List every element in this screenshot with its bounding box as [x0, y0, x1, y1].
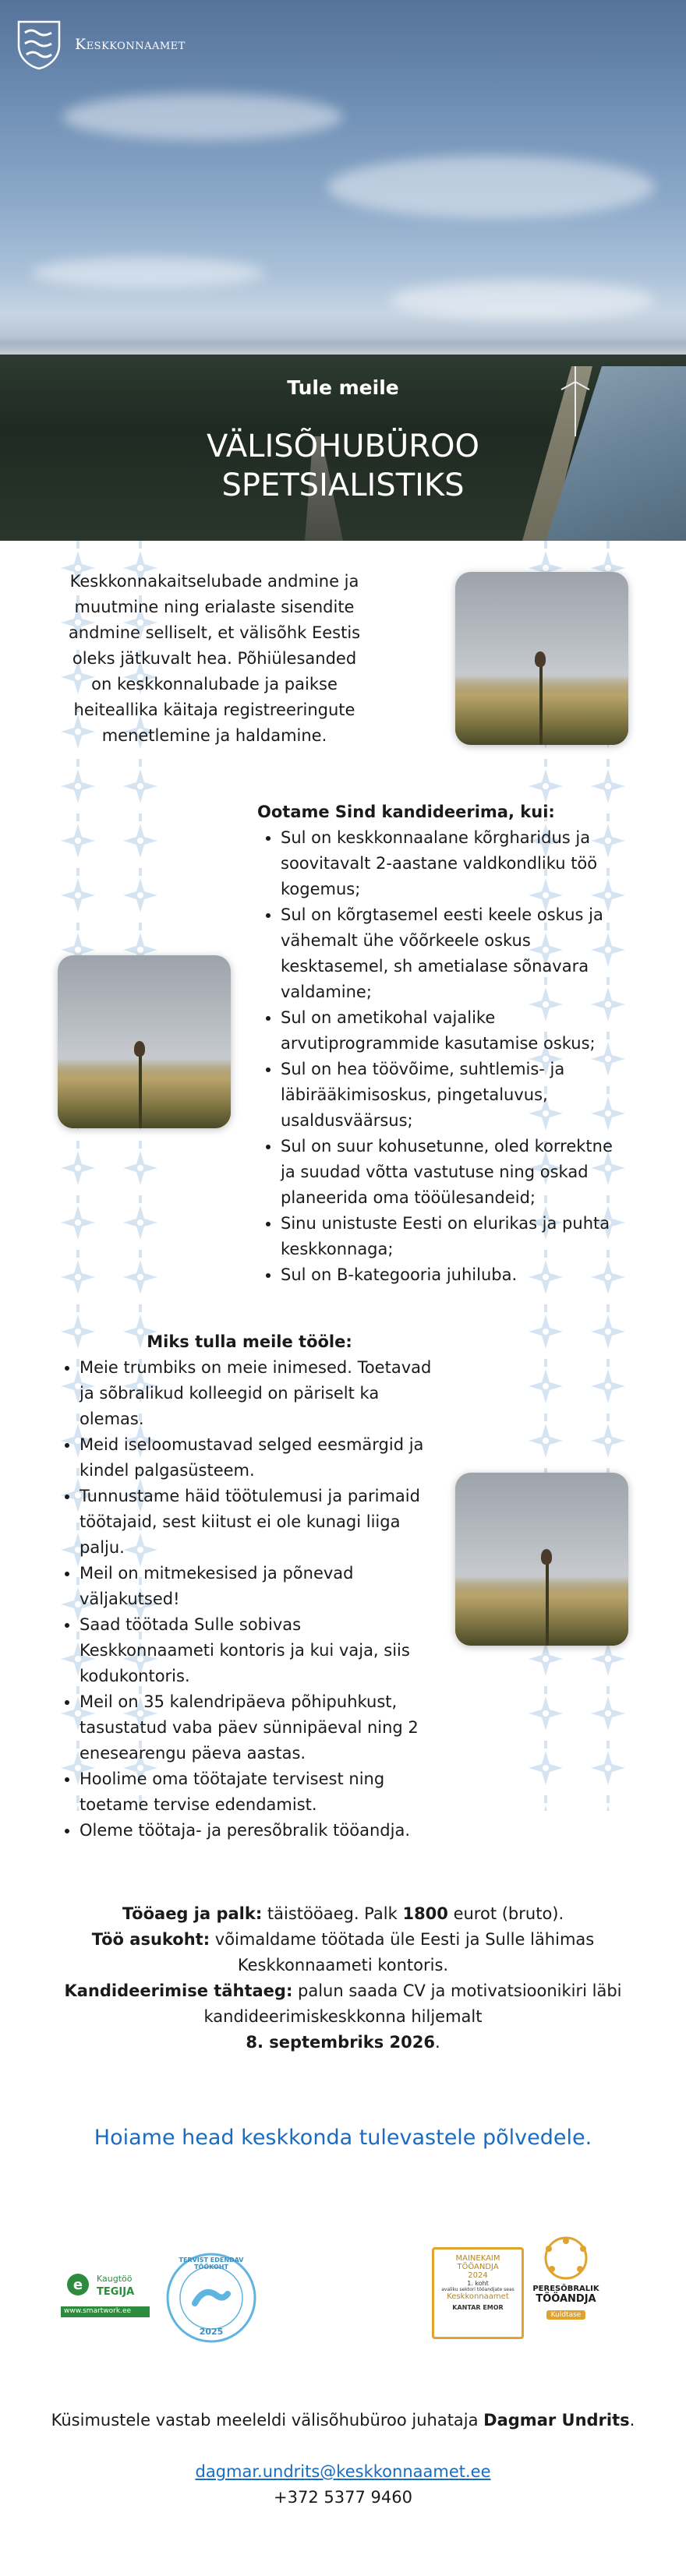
employer-line5: avaliku sektori tööandjate seas: [441, 2287, 514, 2292]
health-ring-text: TERVIST EDENDAV TÖÖKOHT: [179, 2257, 244, 2271]
email-link[interactable]: dagmar.undrits@keskkonnaamet.ee: [195, 2462, 491, 2481]
list-item: • Meie trumbiks on meie inimesed. Toetavad ja sõbralikud kolleegid on päriselt ka olemas.: [80, 1355, 437, 1432]
reasons-heading: Miks tulla meile tööle:: [147, 1332, 352, 1351]
title-line-2: SPETSIALISTIKS: [221, 468, 465, 503]
location-line: Töö asukoht: võimaldame töötada üle Eesti ja Sulle lähimas Keskkonnaameti kontoris.: [91, 1930, 595, 1974]
list-item: • Sul on keskkonnaalane kõrgharidus ja soovitavalt 2-aastane valdkondliku töö kogemus;: [281, 825, 631, 902]
bird-photo-1: [455, 572, 628, 745]
health-workplace-badge[interactable]: [165, 2252, 257, 2344]
deadline-date: 8. septembriks 2026.: [246, 2033, 440, 2052]
list-item: • Sul on ametikohal vajalike arvutiprogrammide kasutamise oskus;: [281, 1005, 631, 1057]
intro-text: Keskkonnakaitselubade andmine ja muutmine ning erialaste sisendite andmine selliselt, et välisõhk Eestis oleks jätkuvalt hea. Põhiülesanded on keskkonnalubade ja paikse heiteallika käitaja registreeringute menetlemine ja haldamine.: [68, 572, 361, 745]
list-item: • Tunnustame häid töötulemusi ja parimaid töötajaid, sest kiitust ei ole kunagi liiga palju.: [80, 1484, 437, 1561]
family-line2: TÖÖANDJA: [536, 2293, 596, 2305]
employer-badge[interactable]: [432, 2247, 524, 2339]
deadline-line: Kandideerimise tähtaeg: palun saada CV ja motivatsioonikiri läbi kandideerimiskeskkonna hiljemalt: [64, 1981, 622, 2026]
contact-section: [0, 2408, 686, 2511]
family-friendly-badge[interactable]: [530, 2235, 602, 2334]
list-item: • Sinu unistuste Eesti on elurikas ja puhta keskkonnaga;: [281, 1211, 631, 1262]
list-item: • Sul on suur kohusetunne, oled korrektne ja suudad võtta vastutuse ning oskad planeerida oma tööülesandeid;: [281, 1134, 631, 1211]
family-line1: PERESÕBRALIK: [532, 2285, 599, 2293]
family-badge-icon: [530, 2235, 602, 2281]
employer-line1: MAINEKAIM: [455, 2254, 500, 2263]
employer-line3: 2024: [468, 2271, 488, 2280]
smartwork-badge[interactable]: [61, 2267, 150, 2327]
employer-line7: KANTAR EMOR: [452, 2304, 504, 2311]
smartwork-url: www.smartwork.ee: [64, 2307, 132, 2315]
hero-banner: [0, 0, 686, 541]
list-item: • Saad töötada Sulle sobivas Keskkonnaameti kontoris ja kui vaja, siis kodukontoris.: [80, 1612, 437, 1689]
reasons-section: [62, 1329, 437, 1844]
job-details: [31, 1901, 655, 2056]
bird-photo-3: [455, 1473, 628, 1646]
employer-line2: TÖÖANDJA: [457, 2263, 499, 2271]
list-item: • Sul on hea töövõime, suhtlemis- ja läbirääkimisoskus, pingetaluvus, usaldusväärsus;: [281, 1057, 631, 1134]
list-item: • Meil on mitmekesised ja põnevad väljakutsed!: [80, 1561, 437, 1612]
smartwork-top: Kaugtöö: [97, 2274, 133, 2284]
tagline: Hoiame head keskkonda tulevastele põlvedele.: [94, 2126, 592, 2150]
hero-subtitle: Tule meile: [287, 376, 399, 399]
coat-of-arms-icon: [14, 19, 64, 70]
phone-number: +372 5377 9460: [274, 2488, 412, 2507]
list-item: • Meil on 35 kalendripäeva põhipuhkust, tasustatud vaba päev sünnipäeval ning 2 enesearengu päeva aastas.: [80, 1689, 437, 1766]
health-year: 2025: [199, 2327, 224, 2337]
bird-photo-2: [58, 955, 231, 1128]
title-line-1: VÄLISÕHUBÜROO: [207, 429, 479, 464]
requirements-heading: Ootame Sind kandideerima, kui:: [257, 803, 555, 821]
keskkonnaamet-logo[interactable]: [14, 19, 186, 70]
page-title: [0, 427, 686, 505]
list-item: • Meid iseloomustavad selged eesmärgid ja kindel palgasüsteem.: [80, 1432, 437, 1484]
list-item: • Sul on kõrgtasemel eesti keele oskus ja vähemalt ühe võõrkeele oskus kesktasemel, sh ametialase sõnavara valdamine;: [281, 902, 631, 1005]
list-item: • Hoolime oma töötajate tervisest ning toetame tervise edendamist.: [80, 1766, 437, 1818]
employer-line4: 1. koht: [467, 2280, 489, 2287]
family-line3: Kuldtase: [546, 2310, 586, 2320]
reasons-list: [62, 1355, 437, 1844]
smartwork-mid: TEGIJA: [97, 2286, 135, 2298]
contact-line: Küsimustele vastab meeleldi välisõhubüroo juhataja Dagmar Undrits.: [51, 2411, 635, 2430]
list-item: • Oleme töötaja- ja peresõbralik tööandja.: [80, 1818, 437, 1844]
requirements-list: [257, 825, 631, 1288]
list-item: • Sul on B-kategooria juhiluba.: [281, 1262, 631, 1288]
worktime-line: Tööaeg ja palk: täistööaeg. Palk 1800 eurot (bruto).: [122, 1904, 564, 1923]
svg-text:e: e: [72, 2277, 83, 2293]
logo-text: Keskkonnaamet: [75, 36, 186, 53]
requirements-section: [257, 799, 631, 1288]
employer-line6: Keskkonnaamet: [447, 2292, 509, 2301]
